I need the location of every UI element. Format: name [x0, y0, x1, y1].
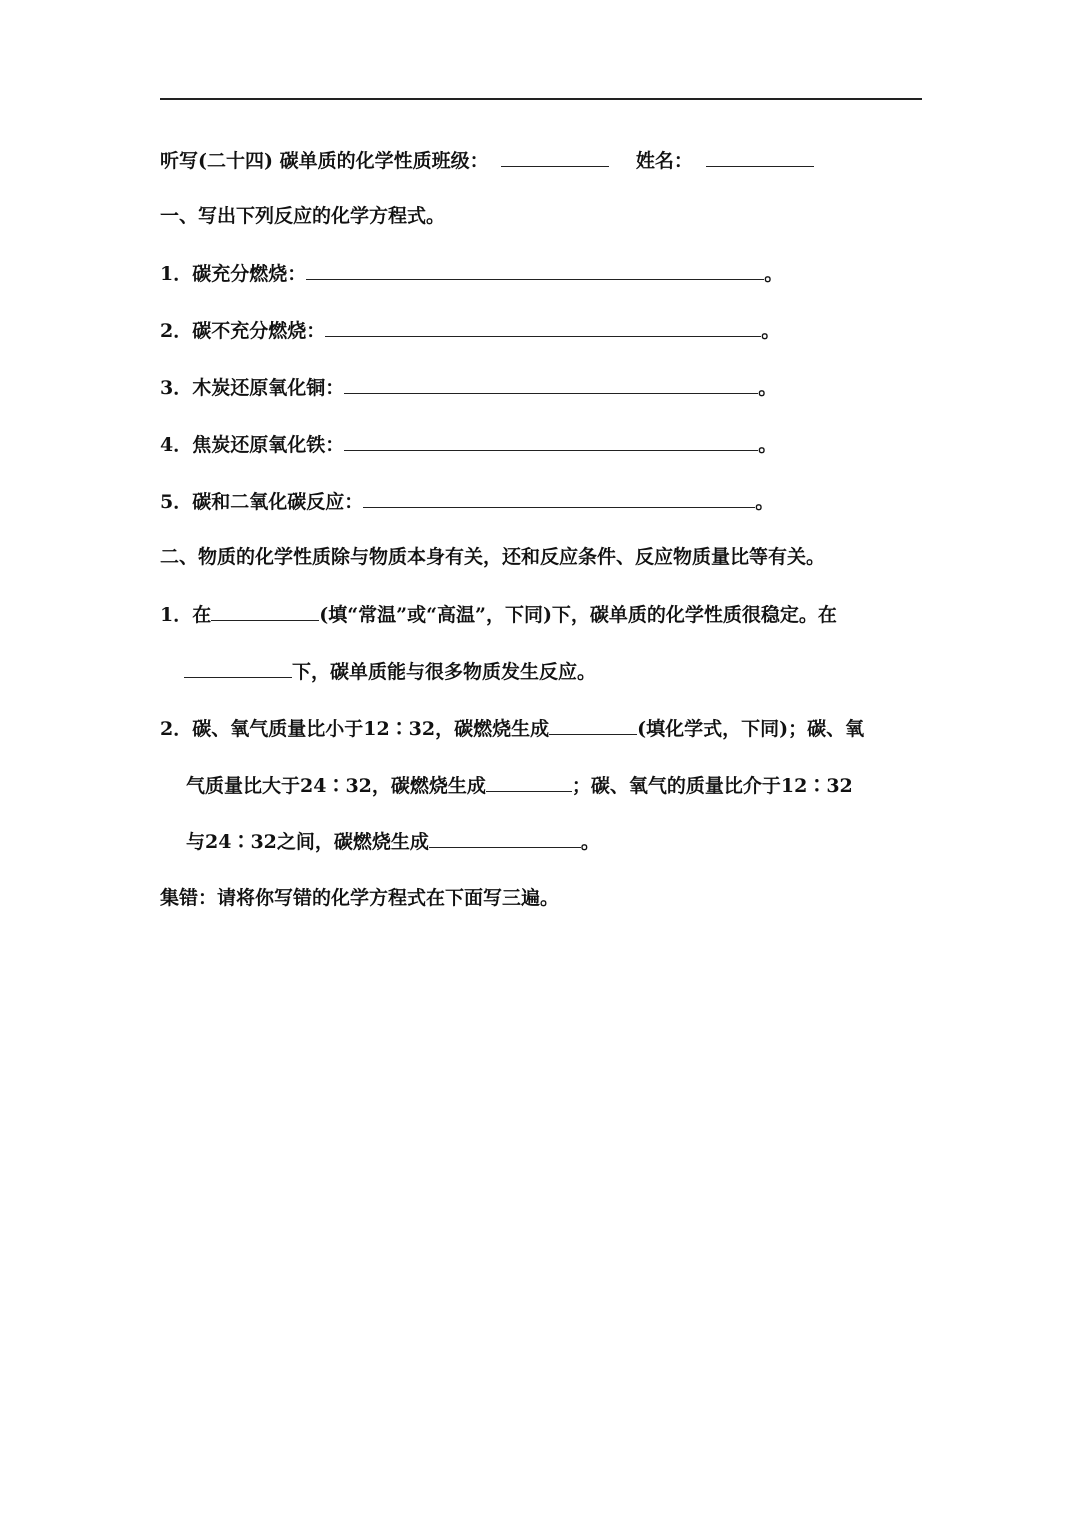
name-label: 姓名：	[635, 150, 693, 172]
section2-heading: 二、物质的化学性质除与物质本身有关，还和反应条件、反应物质量比等有关。	[160, 546, 826, 568]
worksheet-title: 听写(二十四) 碳单质的化学性质	[160, 150, 432, 172]
top-rule	[160, 98, 922, 100]
q2-text-d: ；碳、氧气的质量比介于12∶32	[571, 775, 853, 797]
name-field[interactable]	[706, 148, 814, 167]
answer-blank[interactable]	[325, 318, 761, 337]
answer-blank[interactable]	[344, 375, 758, 394]
item-label: 3．木炭还原氧化铜：	[160, 377, 345, 399]
item-label: 5．碳和二氧化碳反应：	[160, 491, 364, 513]
q2-text-a: 2．碳、氧气质量比小于12∶32，碳燃烧生成	[160, 718, 550, 740]
equation-item-2	[160, 318, 780, 343]
equation-item-1	[160, 261, 783, 286]
end-mark: 。	[761, 320, 781, 342]
q2-end-mark: 。	[580, 831, 600, 853]
class-label: 班级：	[431, 150, 489, 172]
end-mark: 。	[764, 263, 784, 285]
answer-blank[interactable]	[306, 261, 764, 280]
q2-blank-2[interactable]	[486, 773, 572, 792]
q1-blank-1[interactable]	[211, 602, 319, 621]
equation-item-4	[160, 432, 777, 457]
question-2-line-1	[160, 716, 864, 741]
end-mark: 。	[758, 434, 778, 456]
q2-text-b: (填化学式，下同)；碳、氧	[637, 718, 865, 740]
q1-text-b: (填“常温”或“高温”，下同)下，碳单质的化学性质很稳定。在	[319, 604, 837, 626]
header-line	[160, 148, 814, 173]
item-label: 2．碳不充分燃烧：	[160, 320, 326, 342]
answer-blank[interactable]	[344, 432, 758, 451]
q1-blank-2[interactable]	[184, 659, 292, 678]
item-label: 1．碳充分燃烧：	[160, 263, 307, 285]
end-mark: 。	[758, 377, 778, 399]
answer-blank[interactable]	[363, 489, 755, 508]
section1-heading: 一、写出下列反应的化学方程式。	[160, 205, 446, 227]
q2-blank-3[interactable]	[429, 829, 581, 848]
question-1-line-2	[184, 659, 596, 684]
class-field[interactable]	[501, 148, 609, 167]
q1-text-c: 下，碳单质能与很多物质发生反应。	[292, 661, 597, 683]
error-collection-instruction: 集错：请将你写错的化学方程式在下面写三遍。	[160, 887, 560, 909]
equation-item-3	[160, 375, 777, 400]
item-label: 4．焦炭还原氧化铁：	[160, 434, 345, 456]
equation-item-5	[160, 489, 774, 514]
q2-text-e: 与24∶32之间，碳燃烧生成	[186, 831, 429, 853]
end-mark: 。	[755, 491, 775, 513]
question-2-line-2	[186, 773, 853, 798]
q2-text-c: 气质量比大于24∶32，碳燃烧生成	[186, 775, 486, 797]
q2-blank-1[interactable]	[549, 716, 637, 735]
question-2-line-3	[186, 829, 600, 854]
question-1-line-1	[160, 602, 837, 627]
q1-text-a: 1．在	[160, 604, 212, 626]
